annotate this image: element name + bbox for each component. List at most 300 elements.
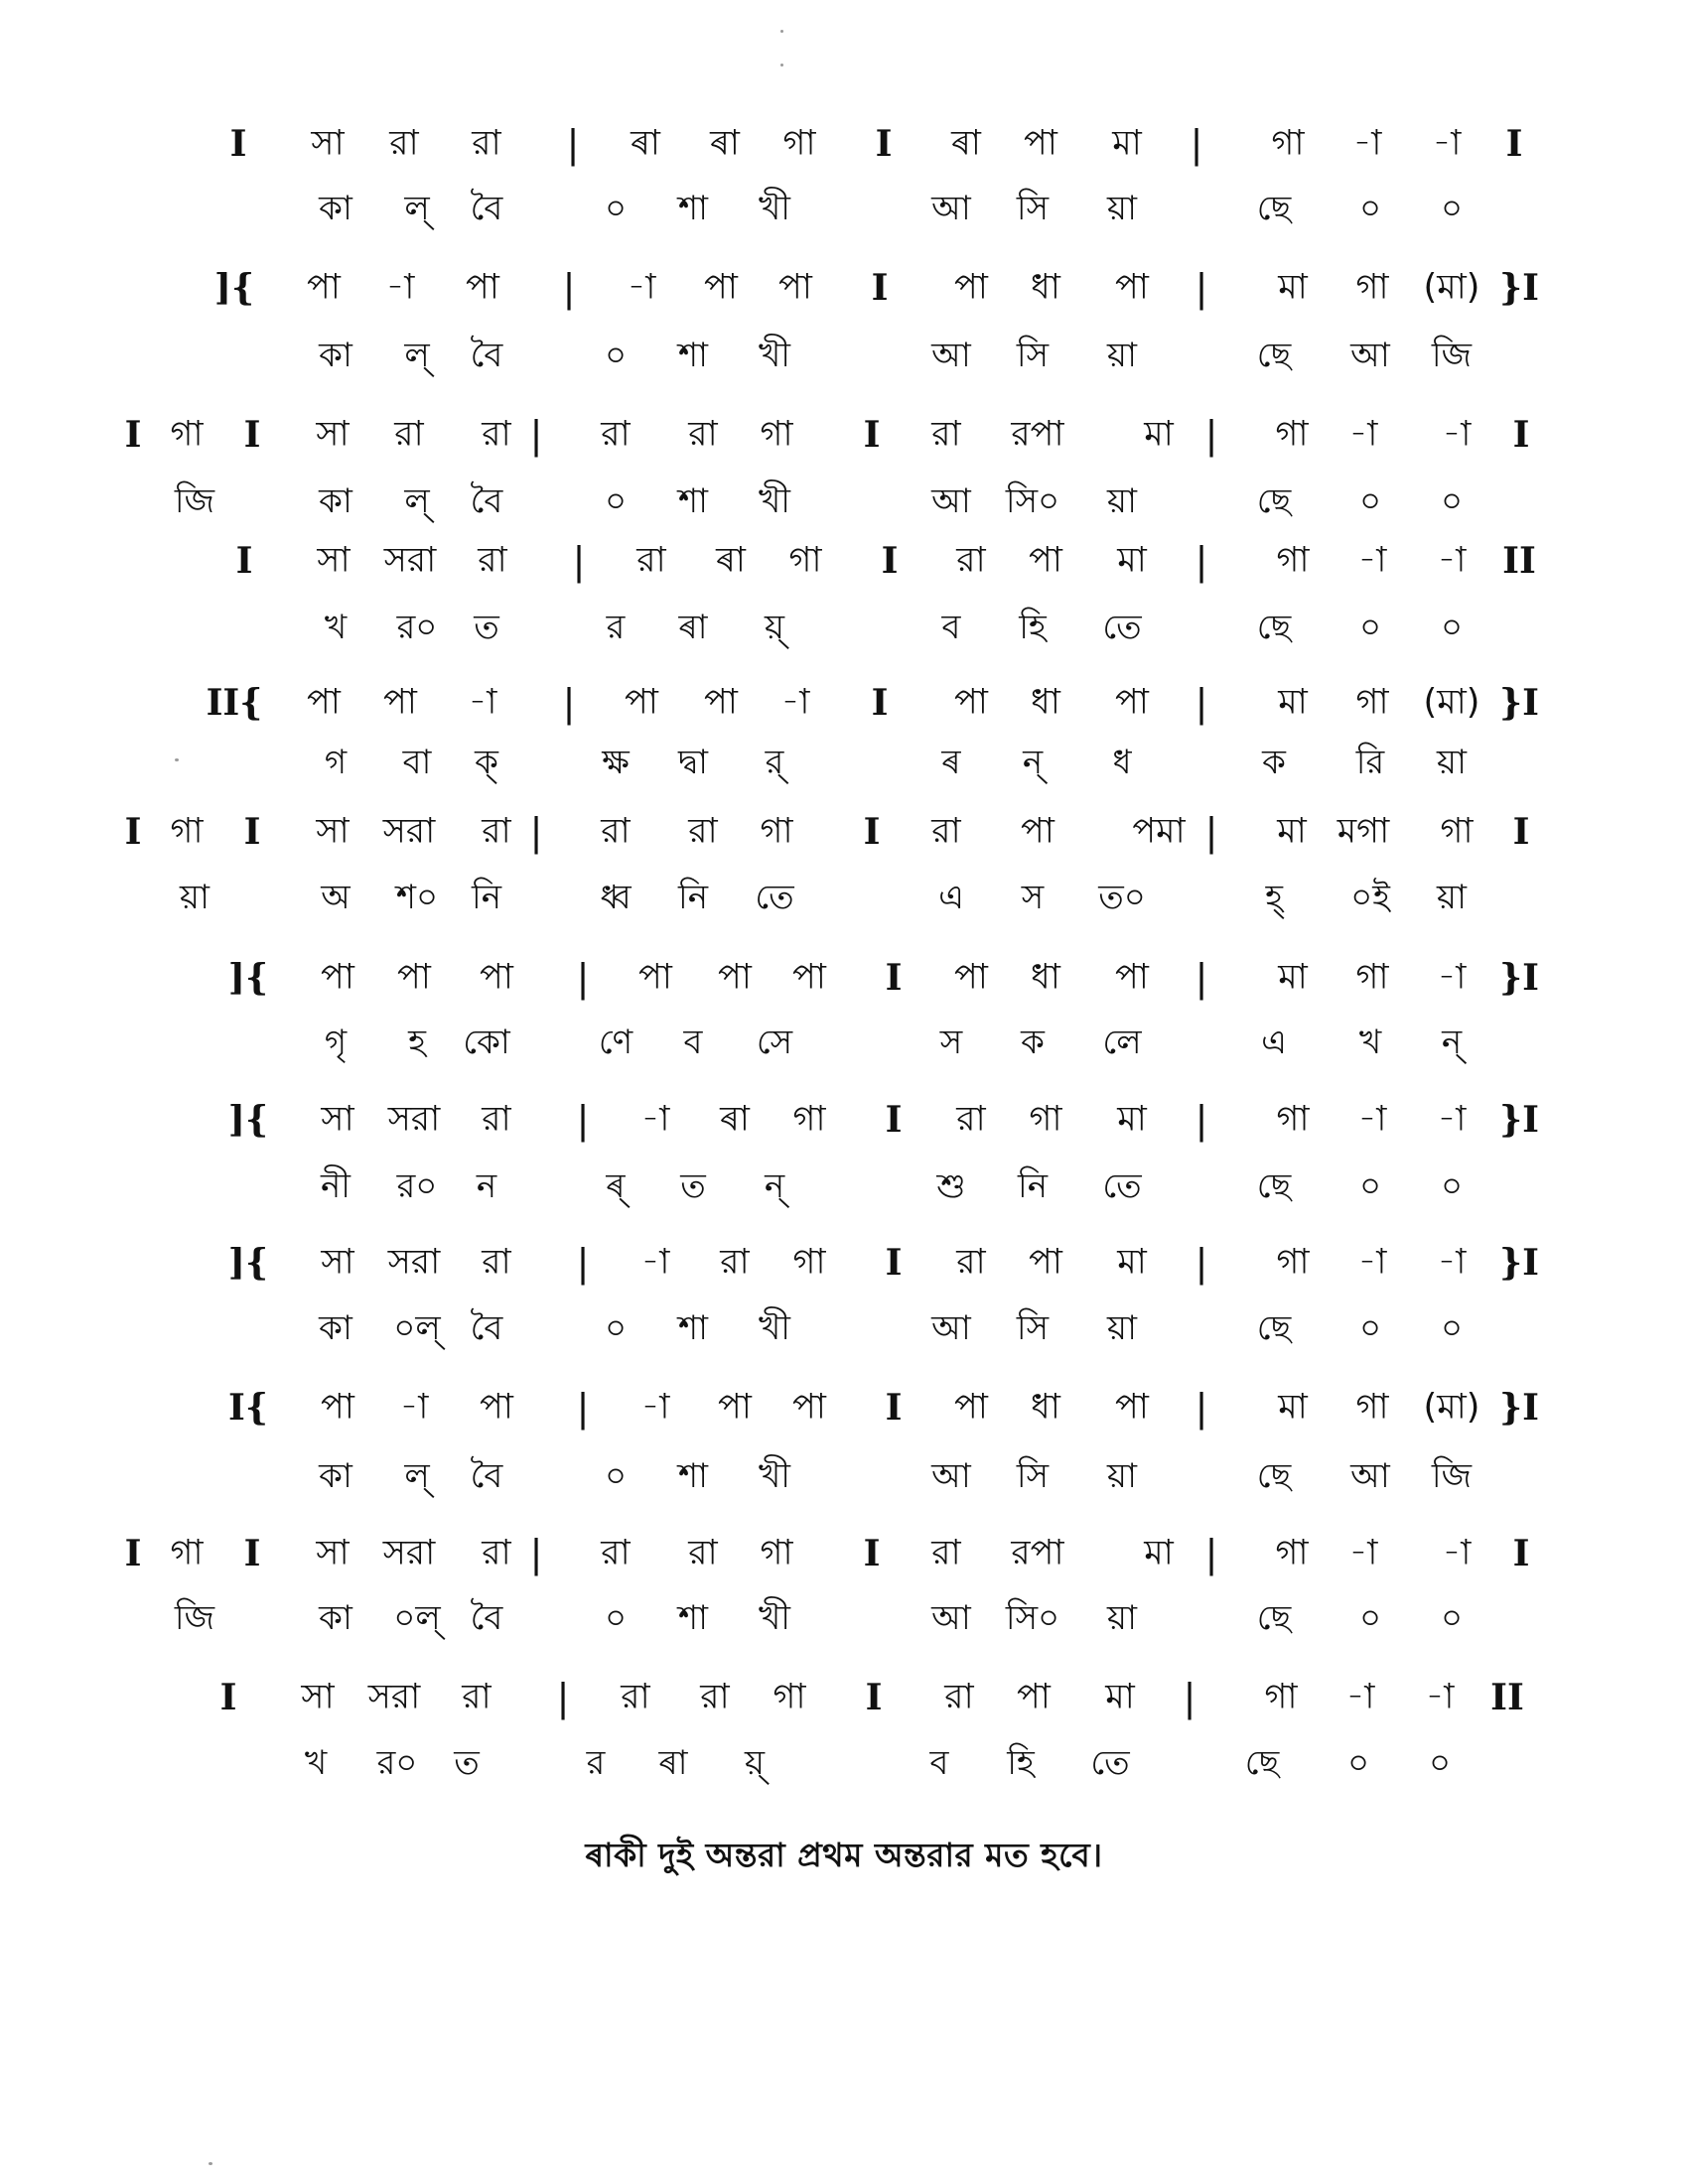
- swara-note: গা: [760, 811, 793, 852]
- swara-note: সা: [317, 540, 351, 581]
- swara-note: গা: [1276, 1242, 1310, 1283]
- beat-divider: |: [1204, 1532, 1218, 1575]
- lyric-syllable: ত০: [1098, 878, 1146, 917]
- lyric-syllable: জি: [1431, 1456, 1473, 1496]
- swara-note: রা: [601, 811, 631, 852]
- lyric-syllable: বা: [402, 743, 432, 782]
- lyric-syllable: ন্: [1022, 743, 1044, 782]
- lyric-syllable: হি: [1007, 1743, 1035, 1783]
- swara-note: মা: [1277, 811, 1307, 852]
- swara-note: রা: [931, 811, 961, 852]
- lyric-syllable: র: [586, 1743, 606, 1783]
- swara-note: পা: [1029, 540, 1062, 581]
- beat-divider: |: [1195, 956, 1208, 1000]
- swara-note: গা: [1355, 957, 1389, 998]
- lyric-syllable: ০ল্: [393, 1308, 441, 1348]
- lyric-syllable: ০: [1358, 1308, 1382, 1348]
- lyric-syllable: তে: [1102, 1166, 1142, 1206]
- swara-note: গা: [782, 123, 816, 164]
- lyric-syllable: তে: [755, 878, 794, 917]
- swara-note: পা: [466, 267, 499, 308]
- swara-note: পা: [307, 682, 341, 723]
- swara-note: (মা): [1423, 682, 1480, 723]
- lyric-syllable: য়া: [1107, 1456, 1137, 1496]
- beat-divider: |: [576, 956, 590, 1000]
- lyric-syllable: য়া: [1107, 336, 1137, 375]
- lyric-syllable: য়্: [764, 608, 785, 647]
- lyric-syllable: ০: [1358, 1598, 1382, 1638]
- swara-note: পা: [954, 957, 988, 998]
- lyric-syllable: ০: [1358, 481, 1382, 521]
- lyric-syllable: সি: [1016, 189, 1050, 228]
- swara-note: গা: [792, 1099, 826, 1140]
- repeat-marker: }I: [1499, 1099, 1539, 1141]
- swara-note: -া: [399, 1387, 429, 1428]
- swara-note: গা: [1355, 682, 1389, 723]
- lyric-syllable: ছে: [1256, 1598, 1292, 1638]
- lyric-syllable: ল্: [404, 1456, 430, 1496]
- bar-line: I: [871, 267, 889, 309]
- swara-note: মা: [1278, 267, 1308, 308]
- lyric-syllable: ব: [929, 1743, 949, 1783]
- beat-divider: |: [1183, 1676, 1196, 1719]
- repeat-marker: }I: [1499, 957, 1539, 999]
- lyric-syllable: ক: [1262, 743, 1286, 782]
- swara-note: গা: [170, 414, 204, 455]
- bar-line: I: [124, 811, 142, 853]
- swara-note: মা: [1105, 1677, 1135, 1717]
- lyric-syllable: কা: [319, 1598, 352, 1638]
- bar-line: I: [229, 123, 247, 165]
- lyric-syllable: খ: [1358, 1023, 1382, 1062]
- swara-note: রা: [482, 811, 511, 852]
- swara-note: গা: [760, 414, 793, 455]
- beat-divider: |: [576, 1386, 590, 1430]
- swara-note: পা: [321, 1387, 354, 1428]
- swara-note: রা: [688, 1533, 718, 1573]
- lyric-syllable: খ: [304, 1743, 328, 1783]
- swara-note: -া: [640, 1242, 670, 1283]
- swara-note: রা: [621, 1677, 650, 1717]
- lyric-syllable: ০: [604, 1308, 628, 1348]
- swara-note: রা: [389, 123, 419, 164]
- lyric-syllable: য়া: [1437, 878, 1467, 917]
- lyric-syllable: সে: [756, 1023, 793, 1062]
- swara-note: পা: [954, 682, 988, 723]
- lyric-syllable: ০: [604, 1456, 628, 1496]
- repeat-marker: ]{: [227, 1242, 269, 1284]
- bar-line: I: [863, 811, 881, 853]
- lyric-syllable: নি: [471, 878, 502, 917]
- lyric-syllable: গ: [324, 743, 348, 782]
- swara-note: ৰা: [951, 123, 981, 164]
- bar-line: I: [1512, 1533, 1530, 1574]
- bar-line: I: [243, 811, 261, 853]
- swara-note: সা: [316, 811, 350, 852]
- repeat-marker: }I: [1499, 1387, 1539, 1429]
- bar-line: I: [885, 957, 903, 999]
- lyric-syllable: শা: [678, 481, 708, 521]
- lyric-syllable: ০: [604, 336, 628, 375]
- beat-divider: |: [529, 413, 543, 457]
- swara-note: -া: [780, 682, 810, 723]
- swara-note: মা: [1144, 414, 1174, 455]
- repeat-marker: II{: [206, 682, 263, 724]
- lyric-syllable: ৰা: [658, 1743, 688, 1783]
- repeat-marker: ]{: [213, 267, 255, 309]
- swara-note: গা: [1276, 540, 1310, 581]
- lyric-syllable: নি: [1017, 1166, 1049, 1206]
- lyric-syllable: ০: [1440, 481, 1464, 521]
- bar-line: I: [1505, 123, 1523, 165]
- lyric-syllable: হ: [408, 1023, 426, 1062]
- footer-note: ৰাকী দুই অন্তরা প্রথম অন্তরার মত হবে।: [585, 1836, 1103, 1874]
- lyric-syllable: বৈ: [470, 481, 503, 521]
- swara-note: রা: [931, 1533, 961, 1573]
- lyric-syllable: য়া: [180, 878, 210, 917]
- swara-note: সরা: [367, 1677, 421, 1717]
- bar-line: I: [885, 1387, 903, 1429]
- lyric-syllable: কো: [463, 1023, 510, 1062]
- lyric-syllable: ০: [1440, 1308, 1464, 1348]
- lyric-syllable: ০: [1440, 608, 1464, 647]
- lyric-syllable: খী: [758, 336, 791, 375]
- lyric-syllable: ছে: [1256, 481, 1292, 521]
- lyric-syllable: বৈ: [470, 1308, 503, 1348]
- lyric-syllable: খী: [758, 1598, 791, 1638]
- swara-note: রা: [944, 1677, 974, 1717]
- beat-divider: |: [1195, 1098, 1208, 1142]
- swara-note: মা: [1117, 1099, 1147, 1140]
- swara-note: সরা: [387, 1099, 441, 1140]
- lyric-syllable: বৈ: [470, 1598, 503, 1638]
- lyric-syllable: বৈ: [470, 1456, 503, 1496]
- lyric-syllable: ল্: [404, 189, 430, 228]
- lyric-syllable: ০: [1440, 189, 1464, 228]
- bar-line: I: [1512, 811, 1530, 853]
- swara-note: -া: [1442, 414, 1472, 455]
- lyric-syllable: য়া: [1107, 1598, 1137, 1638]
- swara-note: পা: [792, 957, 826, 998]
- swara-note: -া: [385, 267, 415, 308]
- bar-line: II: [1490, 1677, 1524, 1718]
- bar-line: I: [124, 414, 142, 456]
- swara-note: গা: [1276, 1099, 1310, 1140]
- swara-note: -া: [1425, 1677, 1455, 1717]
- lyric-syllable: সি০: [1005, 1598, 1060, 1638]
- repeat-marker: ]{: [227, 1099, 269, 1141]
- repeat-marker: I{: [228, 1387, 268, 1429]
- bar-line: I: [885, 1099, 903, 1141]
- swara-note: -া: [627, 267, 656, 308]
- swara-note: গা: [1264, 1677, 1298, 1717]
- paper-speck: [209, 2162, 212, 2165]
- swara-note: -া: [1348, 414, 1378, 455]
- lyric-syllable: শা: [678, 1308, 708, 1348]
- lyric-syllable: জি: [174, 481, 215, 521]
- swara-note: (মা): [1423, 1387, 1480, 1428]
- lyric-syllable: র০: [376, 1743, 418, 1783]
- beat-divider: |: [576, 1241, 590, 1285]
- beat-divider: |: [1195, 266, 1208, 310]
- lyric-syllable: তে: [1102, 608, 1142, 647]
- swara-note: পা: [480, 957, 513, 998]
- swara-note: পা: [397, 957, 431, 998]
- swara-note: রা: [478, 540, 507, 581]
- swara-note: সা: [316, 414, 350, 455]
- swara-note: সরা: [382, 1533, 436, 1573]
- lyric-syllable: র্: [765, 743, 784, 782]
- swara-note: -া: [1437, 1242, 1467, 1283]
- swara-note: পা: [1024, 123, 1057, 164]
- swara-note: ৰা: [631, 123, 660, 164]
- bar-line: I: [863, 414, 881, 456]
- bar-line: II: [1502, 540, 1536, 582]
- swara-note: পা: [638, 957, 672, 998]
- lyric-syllable: ০: [1346, 1743, 1370, 1783]
- beat-divider: |: [576, 1098, 590, 1142]
- lyric-syllable: আ: [931, 481, 971, 521]
- beat-divider: |: [566, 122, 580, 166]
- lyric-syllable: জি: [174, 1598, 215, 1638]
- lyric-syllable: ০ই: [1350, 878, 1390, 917]
- lyric-syllable: শা: [678, 336, 708, 375]
- beat-divider: |: [1195, 1386, 1208, 1430]
- lyric-syllable: ছে: [1256, 1308, 1292, 1348]
- swara-note: -া: [1432, 123, 1462, 164]
- lyric-syllable: শ০: [395, 878, 439, 917]
- lyric-syllable: নী: [320, 1166, 352, 1206]
- lyric-syllable: শা: [678, 1598, 708, 1638]
- swara-note: -া: [1437, 540, 1467, 581]
- lyric-syllable: খী: [758, 481, 791, 521]
- lyric-syllable: য়া: [1107, 189, 1137, 228]
- swara-note: রা: [601, 1533, 631, 1573]
- swara-note: পা: [1115, 267, 1149, 308]
- swara-note: মা: [1117, 1242, 1147, 1283]
- swara-note: রা: [394, 414, 424, 455]
- lyric-syllable: রি: [1355, 743, 1385, 782]
- swara-note: -া: [640, 1387, 670, 1428]
- lyric-syllable: ন্: [764, 1166, 785, 1206]
- lyric-syllable: র০: [396, 1166, 438, 1206]
- lyric-syllable: আ: [1350, 336, 1390, 375]
- lyric-syllable: খী: [758, 1308, 791, 1348]
- lyric-syllable: ০: [1358, 189, 1382, 228]
- lyric-syllable: সি: [1016, 1456, 1050, 1496]
- bar-line: I: [871, 682, 889, 724]
- lyric-syllable: ক্: [475, 743, 498, 782]
- lyric-syllable: ত: [454, 1743, 480, 1783]
- lyric-syllable: ণে: [598, 1023, 633, 1062]
- swara-note: -া: [1348, 1533, 1378, 1573]
- bar-line: I: [235, 540, 253, 582]
- lyric-syllable: য়া: [1437, 743, 1467, 782]
- repeat-marker: }I: [1499, 1242, 1539, 1284]
- swara-note: গা: [1355, 1387, 1389, 1428]
- lyric-syllable: এ: [1261, 1023, 1287, 1062]
- swara-note: মগা: [1336, 811, 1390, 852]
- swara-note: পা: [625, 682, 658, 723]
- swara-note: পা: [704, 267, 738, 308]
- swara-note: -া: [1345, 1677, 1375, 1717]
- swara-note: রা: [700, 1677, 730, 1717]
- swara-note: পা: [954, 267, 988, 308]
- repeat-marker: ]{: [227, 957, 269, 999]
- lyric-syllable: সি: [1016, 336, 1050, 375]
- swara-note: ৰা: [716, 540, 746, 581]
- swara-note: পা: [321, 957, 354, 998]
- lyric-syllable: জি: [1431, 336, 1473, 375]
- lyric-syllable: লে: [1102, 1023, 1142, 1062]
- swara-note: -া: [1442, 1533, 1472, 1573]
- swara-note: মা: [1278, 1387, 1308, 1428]
- swara-note: রা: [931, 414, 961, 455]
- lyric-syllable: দ্বা: [677, 743, 709, 782]
- lyric-syllable: ০: [1440, 1166, 1464, 1206]
- lyric-syllable: ধ্ব: [600, 878, 632, 917]
- lyric-syllable: ল্: [404, 481, 430, 521]
- swara-note: সা: [311, 123, 345, 164]
- lyric-syllable: নি: [677, 878, 709, 917]
- swara-note: পা: [718, 1387, 752, 1428]
- lyric-syllable: স: [1021, 878, 1045, 917]
- lyric-syllable: তে: [1090, 1743, 1130, 1783]
- swara-note: ধা: [1031, 267, 1060, 308]
- lyric-syllable: কা: [319, 189, 352, 228]
- swara-note: রা: [720, 1242, 750, 1283]
- lyric-syllable: ছে: [1244, 1743, 1280, 1783]
- beat-divider: |: [562, 681, 576, 725]
- lyric-syllable: ত: [474, 608, 499, 647]
- lyric-syllable: হ্: [1265, 878, 1283, 917]
- beat-divider: |: [529, 810, 543, 854]
- lyric-syllable: ০: [604, 481, 628, 521]
- swara-note: রা: [636, 540, 666, 581]
- lyric-syllable: ছে: [1256, 1166, 1292, 1206]
- swara-note: পা: [307, 267, 341, 308]
- swara-note: সা: [321, 1242, 354, 1283]
- swara-note: পা: [1029, 1242, 1062, 1283]
- swara-note: গা: [1029, 1099, 1062, 1140]
- swara-note: মা: [1278, 957, 1308, 998]
- lyric-syllable: ত: [680, 1166, 706, 1206]
- lyric-syllable: ধ: [1112, 743, 1132, 782]
- swara-note: গা: [170, 1533, 204, 1573]
- swara-note: রা: [482, 414, 511, 455]
- lyric-syllable: ক: [1021, 1023, 1045, 1062]
- lyric-syllable: অ: [321, 878, 351, 917]
- lyric-syllable: ছে: [1256, 1456, 1292, 1496]
- lyric-syllable: শু: [936, 1166, 966, 1206]
- swara-note: পা: [1017, 1677, 1051, 1717]
- swara-note: পা: [480, 1387, 513, 1428]
- swara-note: রা: [462, 1677, 492, 1717]
- lyric-syllable: ০: [1358, 1166, 1382, 1206]
- swara-note: -া: [1357, 1099, 1387, 1140]
- swara-note: রা: [472, 123, 501, 164]
- beat-divider: |: [556, 1676, 570, 1719]
- lyric-syllable: ছে: [1256, 608, 1292, 647]
- repeat-marker: }I: [1499, 267, 1539, 309]
- bar-line: I: [219, 1677, 237, 1718]
- swara-note: পা: [792, 1387, 826, 1428]
- swara-note: রা: [956, 540, 986, 581]
- lyric-syllable: শা: [678, 189, 708, 228]
- swara-note: রপা: [1011, 1533, 1064, 1573]
- beat-divider: |: [1204, 810, 1218, 854]
- swara-note: পমা: [1132, 811, 1186, 852]
- lyric-syllable: গৃ: [324, 1023, 348, 1062]
- swara-note: পা: [1115, 682, 1149, 723]
- beat-divider: |: [1195, 681, 1208, 725]
- lyric-syllable: ০: [604, 1598, 628, 1638]
- lyric-syllable: সি: [1016, 1308, 1050, 1348]
- swara-note: পা: [704, 682, 738, 723]
- beat-divider: |: [529, 1532, 543, 1575]
- swara-note: সরা: [387, 1242, 441, 1283]
- lyric-syllable: বৈ: [470, 336, 503, 375]
- swara-note: গা: [773, 1677, 806, 1717]
- swara-note: মা: [1112, 123, 1142, 164]
- swara-note: সরা: [383, 540, 437, 581]
- swara-note: রপা: [1011, 414, 1064, 455]
- beat-divider: |: [1195, 539, 1208, 583]
- swara-note: রা: [482, 1242, 511, 1283]
- bar-line: I: [1512, 414, 1530, 456]
- lyric-syllable: খী: [758, 189, 791, 228]
- lyric-syllable: য়া: [1107, 1308, 1137, 1348]
- lyric-syllable: আ: [1350, 1456, 1390, 1496]
- bar-line: I: [124, 1533, 142, 1574]
- lyric-syllable: বৈ: [470, 189, 503, 228]
- swara-note: রা: [482, 1099, 511, 1140]
- lyric-syllable: খী: [758, 1456, 791, 1496]
- swara-note: মা: [1278, 682, 1308, 723]
- swara-note: পা: [718, 957, 752, 998]
- lyric-syllable: ব: [683, 1023, 703, 1062]
- swara-note: মা: [1144, 1533, 1174, 1573]
- swara-note: গা: [1271, 123, 1305, 164]
- lyric-syllable: ল্: [404, 336, 430, 375]
- lyric-syllable: ০ল্: [393, 1598, 441, 1638]
- swara-note: পা: [383, 682, 417, 723]
- lyric-syllable: কা: [319, 1456, 352, 1496]
- lyric-syllable: ছে: [1256, 336, 1292, 375]
- swara-note: ৰা: [710, 123, 740, 164]
- swara-note: সা: [321, 1099, 354, 1140]
- lyric-syllable: র: [606, 608, 626, 647]
- swara-note: ৰা: [720, 1099, 750, 1140]
- lyric-syllable: ০: [604, 189, 628, 228]
- swara-note: -া: [468, 682, 497, 723]
- lyric-syllable: কা: [319, 481, 352, 521]
- swara-note: পা: [1115, 1387, 1149, 1428]
- bar-line: I: [881, 540, 899, 582]
- beat-divider: |: [562, 266, 576, 310]
- swara-note: -া: [1352, 123, 1382, 164]
- swara-note: রা: [688, 811, 718, 852]
- lyric-syllable: ক্ষ: [602, 743, 630, 782]
- paper-speck: [780, 64, 783, 67]
- lyric-syllable: ৰ: [941, 743, 961, 782]
- lyric-syllable: য়্: [744, 1743, 766, 1783]
- repeat-marker: }I: [1499, 682, 1539, 724]
- lyric-syllable: ছে: [1256, 189, 1292, 228]
- lyric-syllable: শা: [678, 1456, 708, 1496]
- swara-note: সা: [301, 1677, 335, 1717]
- beat-divider: |: [572, 539, 586, 583]
